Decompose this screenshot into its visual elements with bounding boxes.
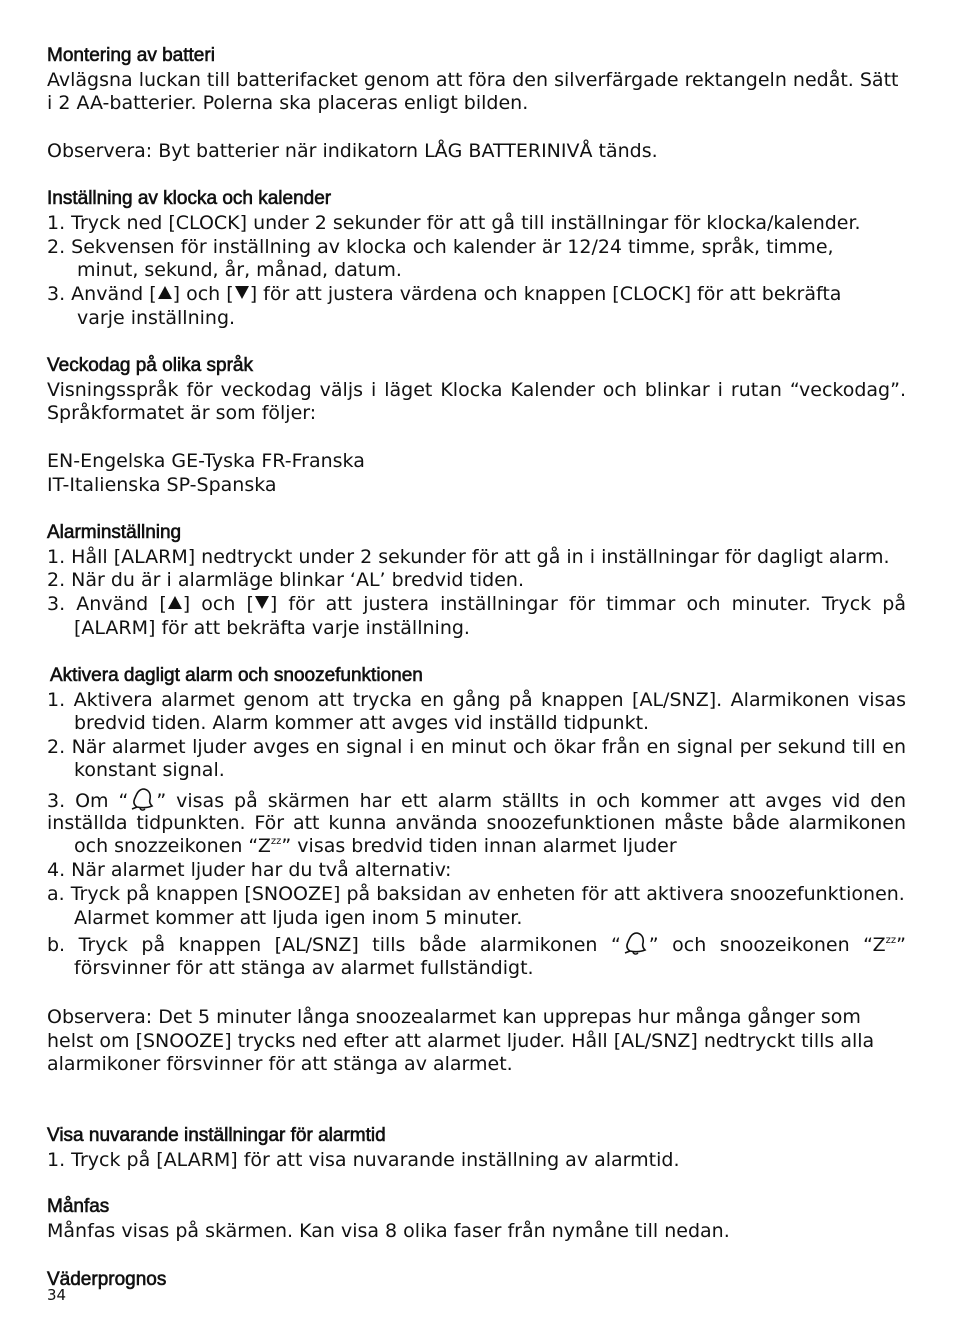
forecast-heading: Väderprognos: [47, 1269, 167, 1290]
bell-icon: [621, 930, 649, 956]
triangle-up-icon: [158, 286, 172, 299]
snooze-note-line-3: alarmikoner försvinner för att stänga av alarmet.: [47, 1053, 513, 1075]
daily-alarm-item-4: 4. När alarmet ljuder har du två alternativ:: [47, 859, 452, 881]
clock-item-3: 3. Använd [ ] och [ ] för att justera värdena och knappen [CLOCK] för att bekräfta: [47, 283, 842, 305]
daily-alarm-item-3-cont-2: och snozzeikonen “$Z^{zz}$” visas bredvid tiden innan alarmet ljuder: [74, 835, 677, 857]
triangle-up-icon: [168, 596, 182, 609]
snooze-note-line-2: helst om [SNOOZE] trycks ned efter att alarmet ljuder. Håll [AL/SNZ] nedtryckt tills alla: [47, 1030, 875, 1052]
alarm-setting-item-1: 1. Håll [ALARM] nedtryckt under 2 sekunder för att gå in i inställningar för dagligt alarm.: [47, 546, 890, 568]
triangle-down-icon: [235, 286, 249, 299]
battery-text-line-1: Avlägsna luckan till batterifacket genom att föra den silverfärgade rektangeln nedåt. Sätt: [47, 69, 899, 91]
daily-alarm-option-a-cont: Alarmet kommer att ljuda igen inom 5 minuter.: [74, 907, 523, 929]
weekday-text-line-2: Språkformatet är som följer:: [47, 402, 317, 424]
daily-alarm-option-a: a. Tryck på knappen [SNOOZE] på baksidan av enheten för att aktivera snoozefunktionen.: [47, 883, 905, 905]
clock-item-2: 2. Sekvensen för inställning av klocka och kalender är 12/24 timme, språk, timme,: [47, 236, 834, 258]
weekday-heading: Veckodag på olika språk: [47, 355, 253, 376]
clock-item-3-cont: varje inställning.: [77, 307, 236, 329]
daily-alarm-option-b: b. Tryck på knappen [AL/SNZ] tills både alarmikonen “ ” och snoozeikonen “$Z^{zz}$”: [47, 930, 906, 958]
daily-alarm-item-3: 3. Om “ ” visas på skärmen har ett alarm ställts in och kommer att avges vid den: [47, 786, 906, 814]
current-alarm-item-1: 1. Tryck på [ALARM] för att visa nuvarande inställning av alarmtid.: [47, 1149, 680, 1171]
battery-text-line-2: i 2 AA-batterier. Polerna ska placeras enligt bilden.: [47, 92, 529, 114]
alarm-setting-item-2: 2. När du är i alarmläge blinkar ‘AL’ bredvid tiden.: [47, 569, 525, 591]
daily-alarm-item-2: 2. När alarmet ljuder avges en signal i en minut och ökar från en signal per sekund till en: [47, 736, 906, 758]
moon-phase-text: Månfas visas på skärmen. Kan visa 8 olika faser från nymåne till nedan.: [47, 1220, 730, 1242]
battery-heading: Montering av batteri: [47, 45, 215, 66]
daily-alarm-heading: Aktivera dagligt alarm och snoozefunktionen: [50, 665, 423, 686]
battery-note: Observera: Byt batterier när indikatorn LÅG BATTERINIVÅ tänds.: [47, 140, 658, 162]
triangle-down-icon: [255, 596, 269, 609]
daily-alarm-item-2-cont: konstant signal.: [74, 759, 225, 781]
daily-alarm-item-1-cont: bredvid tiden. Alarm kommer att avges vid inställd tidpunkt.: [74, 712, 650, 734]
page-number: 34: [47, 1286, 67, 1304]
clock-item-2-cont: minut, sekund, år, månad, datum.: [77, 259, 402, 281]
alarm-setting-item-3-cont: [ALARM] för att bekräfta varje inställning.: [74, 617, 470, 639]
daily-alarm-item-3-cont-1: inställda tidpunkten. För att kunna använda snoozefunktionen måste både alarmikonen: [47, 812, 906, 834]
language-list-line-2: IT-Italienska SP-Spanska: [47, 474, 277, 496]
clock-heading: Inställning av klocka och kalender: [47, 188, 332, 209]
snooze-note-line-1: Observera: Det 5 minuter långa snoozealarmet kan upprepas hur många gånger som: [47, 1006, 861, 1028]
bell-icon: [128, 786, 156, 812]
moon-phase-heading: Månfas: [47, 1196, 110, 1217]
alarm-setting-item-3: 3. Använd [ ] och [ ] för att justera inställningar för timmar och minuter. Tryck på: [47, 593, 906, 615]
language-list-line-1: EN-Engelska GE-Tyska FR-Franska: [47, 450, 365, 472]
weekday-text-line-1: Visningsspråk för veckodag väljs i läget Klocka Kalender och blinkar i rutan “veckodag”.: [47, 379, 906, 401]
daily-alarm-item-1: 1. Aktivera alarmet genom att trycka en gång på knappen [AL/SNZ]. Alarmikonen visas: [47, 689, 906, 711]
daily-alarm-option-b-cont: försvinner för att stänga av alarmet fullständigt.: [74, 957, 534, 979]
current-alarm-heading: Visa nuvarande inställningar för alarmtid: [47, 1125, 386, 1146]
clock-item-1: 1. Tryck ned [CLOCK] under 2 sekunder för att gå till inställningar för klocka/kalender.: [47, 212, 861, 234]
alarm-setting-heading: Alarminställning: [47, 522, 182, 543]
